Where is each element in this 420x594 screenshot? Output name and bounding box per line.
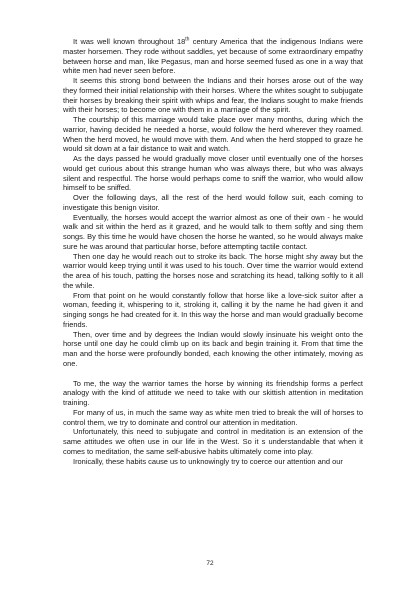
paragraph-8: From that point on he would constantly follow that horse like a love-sick suitor after a woman, feeding it, whispering to it, stroking it, calling it by the name he had given it and singing songs he had created for it. In this way the horse and man would gradually become friends. [63,290,363,329]
paragraph-12: Unfortunately, this need to subjugate and control in meditation is an extension of the same attitudes we often use in our life in the West. So it s understandable that when it comes to meditation, the same self-abusive habits ultimately come into play. [63,427,363,456]
paragraph-5: Over the following days, all the rest of the herd would follow suit, each coming to investigate this benign visitor. [63,193,363,212]
paragraph-3: The courtship of this marriage would take place over many months, during which the warrior, having decided he needed a horse, would follow the herd wherever they roamed. When the herd moved, he would move with them. And when the herd stopped to graze he would sit down at a fair distance to wait and watch. [63,115,363,154]
paragraph-4: As the days passed he would gradually move closer until eventually one of the horses would get curious about this strange human who was always there, but who was always silent and respectful. The horse would perhaps come to sniff the warrior, who would allow himself to be sniffed. [63,154,363,193]
paragraph-11: For many of us, in much the same way as white men tried to break the will of horses to control them, we try to dominate and control our attention in meditation. [63,407,363,427]
paragraph-1 [63,37,363,76]
body-text [63,37,363,466]
paragraph-13: Ironically, these habits cause us to unknowingly try to coerce our attention and our [73,456,343,466]
paragraph-6: Eventually, the horses would accept the warrior almost as one of their own - he would walk and sit within the herd as it grazed, and he would talk to them softly and sing them songs. By this time he would have chosen the horse he wanted, so he would always make sure he was around that particular horse, before attempting tactile contact. [63,212,363,251]
page-number: 72 [206,560,214,567]
paragraph-7: Then one day he would reach out to stroke its back. The horse might shy away but the warrior would keep trying until it was used to his touch. Over time the warrior would extend the area of his touch, patting the horses nose and scratching its head, talking softly to it all the while. [63,251,363,290]
paragraph-1-text-b: century America that the indigenous Indians were master horsemen. They rode without saddles, yet because of some extraordinary empathy between horse and man, like Pegasus, man and horse seemed fused as one in a way that white men had never seen before. [63,37,364,76]
paragraph-1-text-a: It was well known throughout 18 [73,37,186,46]
ordinal-suffix: th [185,36,190,43]
paragraph-10: To me, the way the warrior tames the horse by winning its friendship forms a perfect analogy with the kind of attitude we need to take with our skittish attention in meditation training. [63,378,363,407]
paragraph-2: It seems this strong bond between the Indians and their horses arose out of the way they formed their initial relationship with their horses. Where the whites sought to subjugate their horses by breaking their spirit with whips and fear, the Indians sought to make friends with their horses; to become one with them in a marriage of the spirit. [63,76,363,115]
paragraph-9: Then, over time and by degrees the Indian would slowly insinuate his weight onto the horse until one day he could climb up on its back and begin training it. From that time the man and the horse were profoundly bonded, each knowing the other intimately, moving as one. [63,329,363,368]
